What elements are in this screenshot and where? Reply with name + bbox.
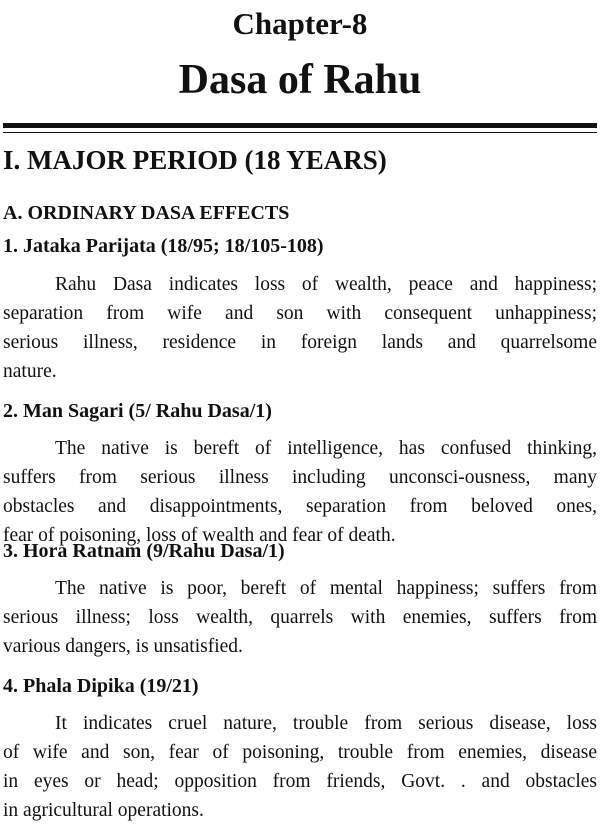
- paragraph-line: serious illness, residence in foreign lands and quarrelsome: [3, 332, 597, 353]
- paragraph-line: The native is bereft of intelligence, has confused thinking,: [55, 438, 597, 459]
- paragraph-line: of wife and son, fear of poisoning, trouble from enemies, disease: [3, 742, 597, 763]
- paragraph-line: various dangers, is unsatisfied.: [3, 636, 243, 657]
- title-rule-thick: [3, 123, 597, 128]
- entry-paragraph: [3, 434, 597, 550]
- entry-heading: 1. Jataka Parijata (18/95; 18/105-108): [3, 235, 324, 257]
- chapter-title: Dasa of Rahu: [178, 57, 422, 103]
- paragraph-line: fear of poisoning, loss of wealth and fear of death.: [3, 525, 396, 546]
- entry-heading: 4. Phala Dipika (19/21): [3, 675, 199, 697]
- paragraph-line: Rahu Dasa indicates loss of wealth, peace and happiness;: [55, 274, 597, 295]
- paragraph-line: The native is poor, bereft of mental happiness; suffers from: [55, 578, 597, 599]
- paragraph-line: obstacles and disappointments, separation from beloved ones,: [3, 496, 597, 517]
- paragraph-line: in eyes or head; opposition from friends, Govt. . and obstacles: [3, 771, 597, 792]
- entry-heading: 2. Man Sagari (5/ Rahu Dasa/1): [3, 400, 272, 422]
- paragraph-line: nature.: [3, 361, 57, 382]
- entry-paragraph: [3, 709, 597, 825]
- paragraph-line: It indicates cruel nature, trouble from serious disease, loss: [55, 713, 597, 734]
- section-heading: I. MAJOR PERIOD (18 YEARS): [3, 145, 387, 175]
- paragraph-line: in agricultural operations.: [3, 800, 204, 821]
- title-rule-thin: [3, 132, 597, 133]
- entry-heading: 3. Hora Ratnam (9/Rahu Dasa/1): [3, 540, 285, 562]
- subsection-heading: A. ORDINARY DASA EFFECTS: [3, 202, 290, 224]
- chapter-number: Chapter-8: [232, 6, 368, 41]
- paragraph-line: separation from wife and son with consequent unhappiness;: [3, 303, 597, 324]
- entry-paragraph: [3, 574, 597, 661]
- entry-paragraph: [3, 270, 597, 386]
- paragraph-line: serious illness; loss wealth, quarrels with enemies, suffers from: [3, 607, 597, 628]
- paragraph-line: suffers from serious illness including unconsci-ousness, many: [3, 467, 597, 488]
